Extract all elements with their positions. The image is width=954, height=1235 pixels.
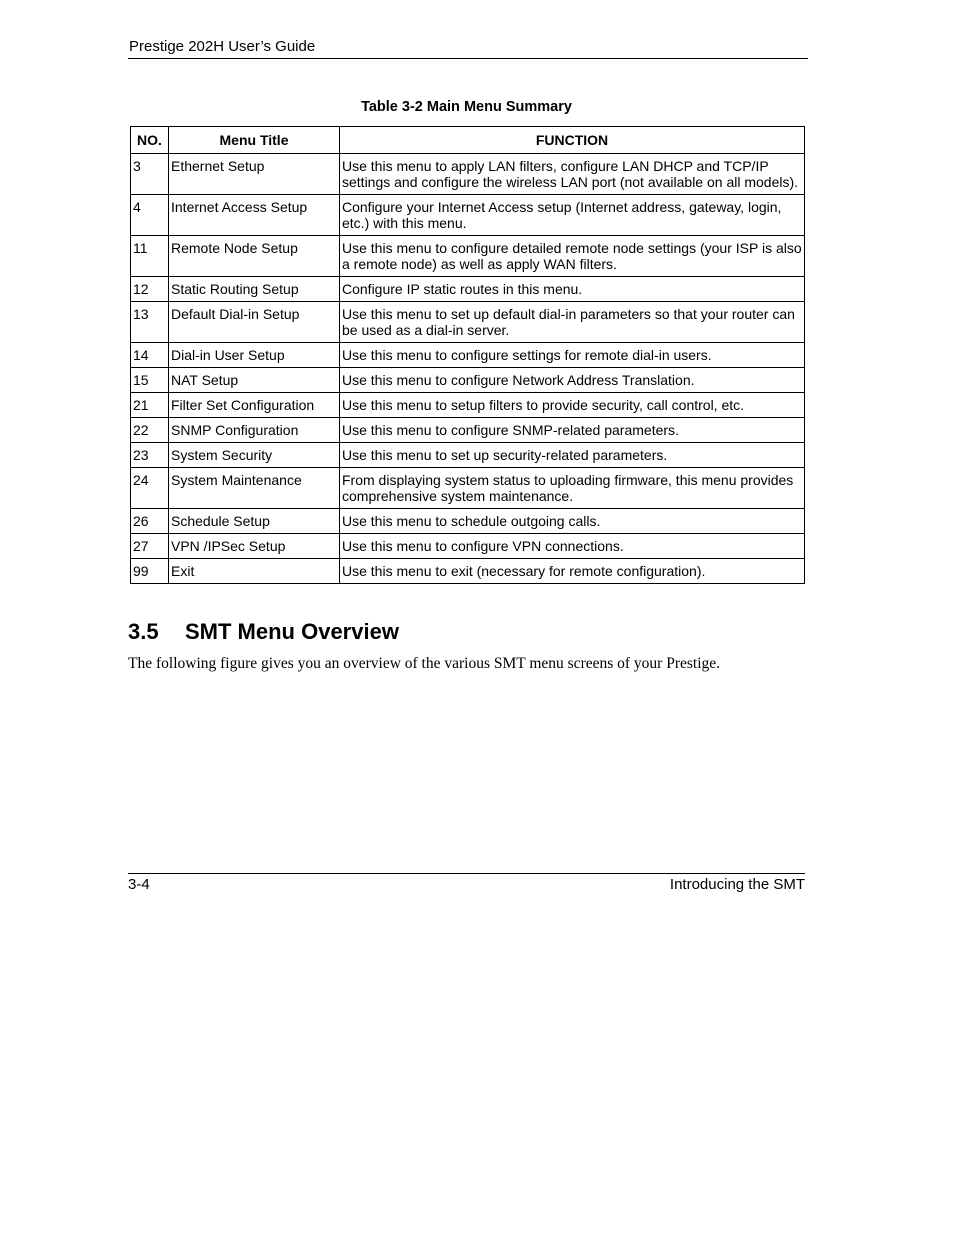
table-row [131, 559, 805, 584]
table-row [131, 443, 805, 468]
cell-function: Configure your Internet Access setup (Internet address, gateway, login, etc.) with this menu. [340, 195, 805, 236]
cell-function: Use this menu to apply LAN filters, configure LAN DHCP and TCP/IP settings and configure the wireless LAN port (not available on all models). [340, 154, 805, 195]
cell-no: 14 [131, 343, 169, 368]
table-row [131, 154, 805, 195]
table-header-row [131, 127, 805, 154]
table-caption: Table 3-2 Main Menu Summary [361, 99, 572, 115]
cell-menu-title: Static Routing Setup [169, 277, 340, 302]
cell-menu-title: Schedule Setup [169, 509, 340, 534]
chapter-title: Introducing the SMT [669, 876, 805, 893]
cell-function: Use this menu to exit (necessary for remote configuration). [340, 559, 805, 584]
main-menu-summary-table [130, 126, 805, 584]
cell-no: 4 [131, 195, 169, 236]
cell-no: 11 [131, 236, 169, 277]
cell-function: Use this menu to configure Network Address Translation. [340, 368, 805, 393]
table-row [131, 393, 805, 418]
cell-no: 27 [131, 534, 169, 559]
cell-function: Use this menu to schedule outgoing calls. [340, 509, 805, 534]
table-row [131, 195, 805, 236]
cell-no: 99 [131, 559, 169, 584]
cell-no: 3 [131, 154, 169, 195]
cell-menu-title: System Maintenance [169, 468, 340, 509]
cell-function: Use this menu to set up default dial-in parameters so that your router can be used as a dial-in server. [340, 302, 805, 343]
cell-menu-title: Exit [169, 559, 340, 584]
table-row [131, 534, 805, 559]
section-heading [128, 619, 399, 645]
page-footer [128, 873, 805, 893]
cell-function: Use this menu to configure detailed remote node settings (your ISP is also a remote node) as well as apply WAN filters. [340, 236, 805, 277]
table-row [131, 418, 805, 443]
table-body [131, 154, 805, 584]
column-header-no: NO. [131, 127, 169, 154]
table-row [131, 468, 805, 509]
cell-function: Configure IP static routes in this menu. [340, 277, 805, 302]
section-title: SMT Menu Overview [185, 619, 399, 644]
cell-function: Use this menu to set up security-related parameters. [340, 443, 805, 468]
column-header-menu-title: Menu Title [169, 127, 340, 154]
cell-function: Use this menu to configure settings for remote dial-in users. [340, 343, 805, 368]
column-header-function: FUNCTION [340, 127, 805, 154]
table-row [131, 509, 805, 534]
cell-no: 23 [131, 443, 169, 468]
table-row [131, 343, 805, 368]
page-header [128, 38, 808, 59]
cell-no: 12 [131, 277, 169, 302]
cell-function: Use this menu to configure VPN connections. [340, 534, 805, 559]
table-row [131, 236, 805, 277]
cell-menu-title: NAT Setup [169, 368, 340, 393]
cell-menu-title: System Security [169, 443, 340, 468]
page-number: 3-4 [128, 876, 150, 893]
cell-menu-title: Internet Access Setup [169, 195, 340, 236]
cell-no: 26 [131, 509, 169, 534]
cell-menu-title: Ethernet Setup [169, 154, 340, 195]
document-title: Prestige 202H User’s Guide [129, 38, 316, 55]
cell-menu-title: VPN /IPSec Setup [169, 534, 340, 559]
cell-menu-title: Filter Set Configuration [169, 393, 340, 418]
cell-no: 24 [131, 468, 169, 509]
cell-function: From displaying system status to uploading firmware, this menu provides comprehensive system maintenance. [340, 468, 805, 509]
cell-function: Use this menu to setup filters to provide security, call control, etc. [340, 393, 805, 418]
table-row [131, 368, 805, 393]
table-row [131, 277, 805, 302]
section-number: 3.5 [128, 619, 159, 644]
cell-no: 15 [131, 368, 169, 393]
section-paragraph: The following figure gives you an overview of the various SMT menu screens of your Prestige. [128, 655, 721, 672]
cell-menu-title: Default Dial-in Setup [169, 302, 340, 343]
table-row [131, 302, 805, 343]
cell-no: 21 [131, 393, 169, 418]
cell-menu-title: SNMP Configuration [169, 418, 340, 443]
cell-menu-title: Remote Node Setup [169, 236, 340, 277]
cell-no: 13 [131, 302, 169, 343]
cell-menu-title: Dial-in User Setup [169, 343, 340, 368]
cell-no: 22 [131, 418, 169, 443]
cell-function: Use this menu to configure SNMP-related parameters. [340, 418, 805, 443]
